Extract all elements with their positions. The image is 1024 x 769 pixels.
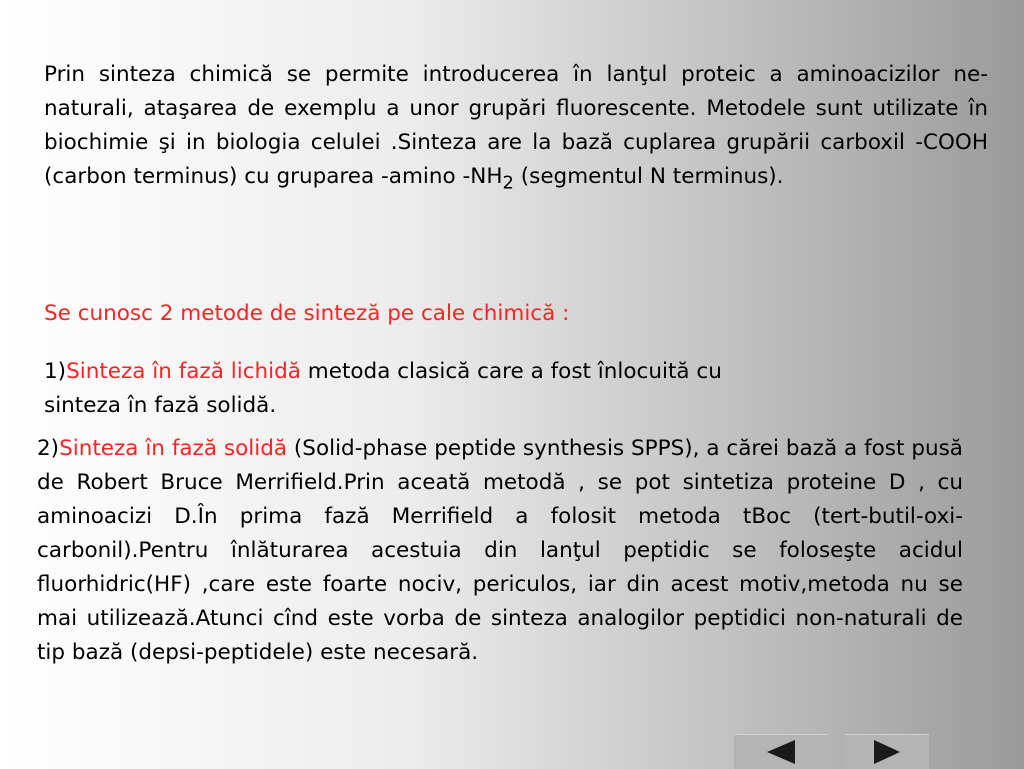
method-2-text: (Solid-phase peptide synthesis SPPS), a cărei bază a fost pusă de Robert Bruce Merrifield.Prin aceată metodă , se pot sintetiza proteine D , cu aminoacizi D.În prima fază Merrifield a folosit metoda tBoc (tert-butil-oxi-carbonil).Pentru înlăturarea acestuia din lanţul peptidic se foloseşte acidul <box>37 436 963 563</box>
method-1-title: Sinteza în fază lichidă <box>66 359 301 384</box>
intro-text: Prin sinteza chimică se permite introducerea în lanţul proteic a aminoacizilor ne-naturali, ataşarea de exemplu a unor grupări fluorescente. Metodele sunt utilizate în biochimie şi in biologia celulei .Sinteza are la bază cuplarea grupării carboxil -COOH (carbon terminus) cu gruparea -amino -NH <box>44 62 988 189</box>
method-item-2 <box>37 432 963 670</box>
intro-text-end: (segmentul N terminus). <box>513 164 784 189</box>
intro-subscript: 2 <box>502 172 514 194</box>
method-1-number: 1) <box>44 359 67 384</box>
triangle-left-icon <box>761 739 801 765</box>
intro-paragraph <box>44 58 988 200</box>
method-2-text-end: fluorhidric(HF) ,care este foarte nociv, periculos, iar din acest motiv,metoda nu se mai utilizează.Atunci cînd este vorba de sinteza analogilor peptidici non-naturali de tip bază (depsi-peptidele) este necesară. <box>37 572 963 665</box>
next-slide-button[interactable] <box>845 734 929 769</box>
method-1-text: metoda clasică care a fost înlocuită cu sinteza în fază solidă. <box>44 359 722 418</box>
method-2-title: Sinteza în fază solidă <box>59 436 288 461</box>
method-2-number: 2) <box>37 436 60 461</box>
methods-heading: Se cunosc 2 metode de sinteză pe cale chimică : <box>44 301 570 326</box>
previous-slide-button[interactable] <box>734 734 828 769</box>
triangle-right-icon <box>869 739 905 765</box>
method-item-1 <box>44 355 784 423</box>
